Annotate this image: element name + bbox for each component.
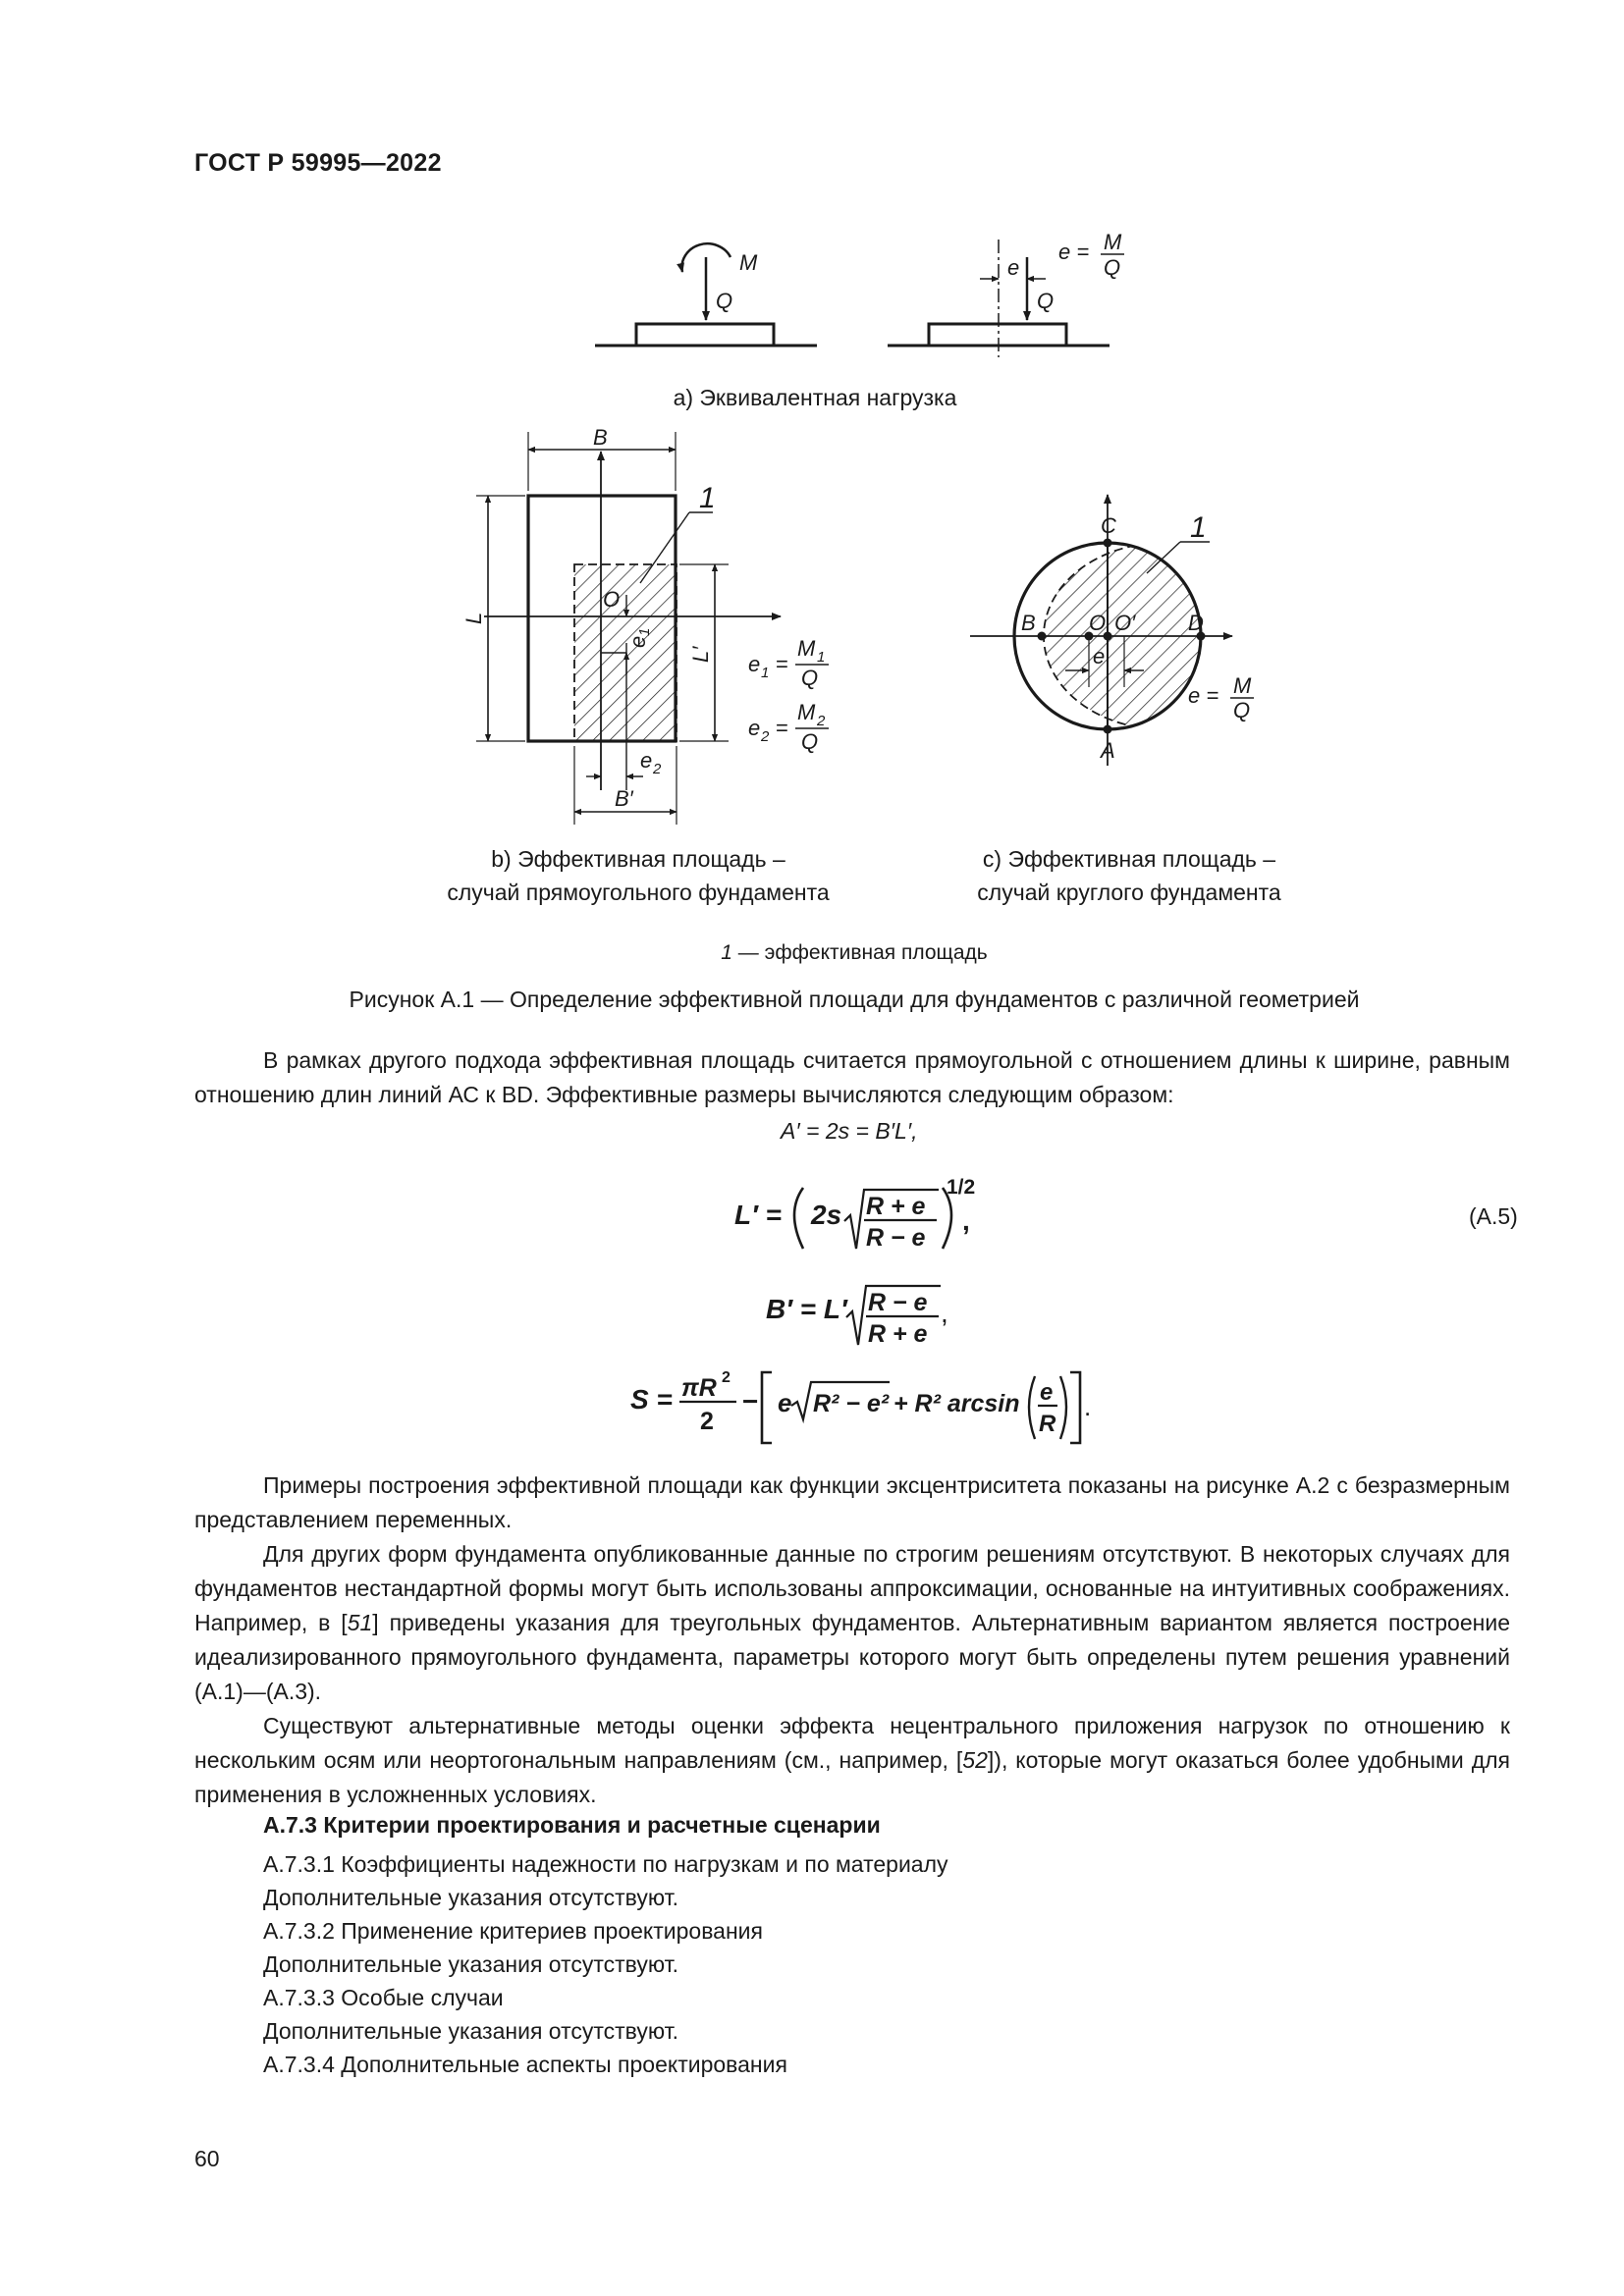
label-Q2: Q xyxy=(801,729,819,754)
label-O-circ: O xyxy=(1089,611,1107,635)
section-line-7: А.7.3.4 Дополнительные аспекты проектирования xyxy=(263,2052,787,2077)
formula-comma2: , xyxy=(941,1298,948,1328)
paragraph-1 xyxy=(194,1043,1510,1112)
label-M: M xyxy=(739,250,758,275)
label-e2-eq-sub: 2 xyxy=(761,728,770,745)
label-C: C xyxy=(1101,513,1116,538)
formula-e: e xyxy=(778,1388,792,1417)
caption-c-line1: c) Эффективная площадь – xyxy=(982,846,1276,872)
label-O-rect: O xyxy=(603,587,621,612)
formula-den: R − e xyxy=(866,1224,926,1252)
formula-radicand: R² − e² xyxy=(813,1390,890,1417)
label-1-rect: 1 xyxy=(699,482,716,514)
section-line-6: Дополнительные указания отсутствуют. xyxy=(263,2018,678,2044)
formula-L-lhs: L′ = xyxy=(734,1200,782,1230)
label-e2-eq: e xyxy=(748,716,761,740)
label-e-circ: e xyxy=(1093,644,1106,668)
label-e2-sub: 2 xyxy=(653,761,662,777)
legend-text: — эффективная площадь xyxy=(731,941,988,964)
label-Q-right: Q xyxy=(1037,289,1055,313)
diagram-a-right xyxy=(888,230,1124,357)
label-A: A xyxy=(1101,738,1115,763)
caption-c-line2: случай круглого фундамента xyxy=(977,880,1281,905)
label-M2: M xyxy=(797,700,816,724)
label-e-circ-eq: e = xyxy=(1188,683,1219,708)
label-e1-eq-sub: 1 xyxy=(761,665,770,681)
formula-plus: + R² arcsin xyxy=(893,1390,1020,1417)
label-e1: e xyxy=(625,635,650,648)
diagram-c xyxy=(970,495,1283,766)
formula-power: 1/2 xyxy=(947,1176,976,1199)
formula-B-lhs: B′ = L′ xyxy=(766,1294,847,1324)
label-Q1: Q xyxy=(801,666,819,690)
reference-51: 51 xyxy=(347,1610,373,1635)
figure-legend xyxy=(687,936,1021,970)
label-D: D xyxy=(1188,611,1204,635)
section-line-1: А.7.3.1 Коэффициенты надежности по нагрузкам и по материалу xyxy=(263,1851,948,1877)
formula-num: R + e xyxy=(866,1193,926,1220)
reference-52: 52 xyxy=(962,1747,988,1773)
caption-c xyxy=(913,842,1345,909)
formula-piR-sq: 2 xyxy=(722,1369,731,1386)
label-e1-sub: 1 xyxy=(636,627,653,636)
formula-area: A′ = 2s = B′L′, xyxy=(781,1118,918,1144)
section-line-5: А.7.3.3 Особые случаи xyxy=(263,1985,504,2010)
label-e1-equals: = xyxy=(776,652,788,676)
label-M1-sub: 1 xyxy=(817,649,826,666)
label-B-prime: B′ xyxy=(615,786,633,811)
label-M-circ: M xyxy=(1233,673,1252,698)
formula-dot: . xyxy=(1084,1392,1092,1421)
label-1-circ: 1 xyxy=(1190,511,1207,544)
paragraph-4-part1: Существуют альтернативные методы оценки эффекта нецентрального приложения нагрузок по отношению к нескольким осям или неортогональным направлениям (см., например, [ xyxy=(194,1713,1510,1773)
section-line-2: Дополнительные указания отсутствуют. xyxy=(263,1885,678,1910)
paragraph-2: Примеры построения эффективной площади как функции эксцентриситета показаны на рисунке А.2 с безразмерным представлением переменных. xyxy=(194,1472,1510,1532)
caption-a: a) Эквивалентная нагрузка xyxy=(673,385,957,410)
formula-2s: 2s xyxy=(811,1200,842,1230)
label-e: e xyxy=(1007,255,1020,280)
page-number: 60 xyxy=(194,2146,220,2171)
label-M2-sub: 2 xyxy=(817,713,826,729)
diagram-b xyxy=(461,425,829,825)
paragraph-4 xyxy=(194,1709,1510,1812)
label-Q-frac: Q xyxy=(1104,255,1121,280)
label-B: B xyxy=(593,425,608,450)
label-O-prime: O′ xyxy=(1114,611,1136,635)
label-e2: e xyxy=(640,748,653,773)
paragraph-3 xyxy=(194,1537,1510,1709)
section-heading: А.7.3 Критерии проектирования и расчетные сценарии xyxy=(263,1812,881,1838)
label-M-frac: M xyxy=(1104,230,1122,254)
caption-b xyxy=(412,842,864,909)
label-Q-circ: Q xyxy=(1233,698,1251,722)
label-L-prime: L′ xyxy=(688,646,713,663)
formula-comma: , xyxy=(962,1205,970,1236)
label-e2-equals: = xyxy=(776,716,788,740)
diagram-a-left xyxy=(595,243,817,346)
figure-title: Рисунок А.1 — Определение эффективной площади для фундаментов с различной геометрией xyxy=(349,987,1360,1012)
label-B-circ: B xyxy=(1021,611,1036,635)
formula-frac-e: e xyxy=(1040,1379,1054,1406)
paragraphs-block xyxy=(194,1468,1510,1812)
paragraph-1-text: В рамках другого подхода эффективная площадь считается прямоугольной с отношением длины к ширине, равным отношению длин линий АС к BD. Эффективные размеры вычисляются следующим образом: xyxy=(194,1047,1510,1107)
section-line-3: А.7.3.2 Применение критериев проектирования xyxy=(263,1918,763,1944)
formula-S-lhs: S = xyxy=(630,1384,673,1415)
document-header: ГОСТ Р 59995—2022 xyxy=(194,149,442,177)
caption-b-line2: случай прямоугольного фундамента xyxy=(447,880,830,905)
formula-num2: R − e xyxy=(868,1289,928,1316)
figure-a1 xyxy=(0,0,1624,1012)
equation-number: (А.5) xyxy=(1469,1203,1518,1229)
section-line-4: Дополнительные указания отсутствуют. xyxy=(263,1951,678,1977)
label-e1-eq: e xyxy=(748,652,761,676)
label-Q: Q xyxy=(716,289,733,313)
label-e-eq: e = xyxy=(1058,240,1090,264)
label-L: L xyxy=(461,612,486,624)
paragraph-4-part2: ]), которые могут оказаться более удобными для применения в усложненных условиях. xyxy=(194,1747,1510,1807)
paragraph-3-part1: Для других форм фундамента опубликованные данные по строгим решениям отсутствуют. В некоторых случаях для фундаментов нестандартной формы могут быть использованы аппроксимации, основанные на интуитивных соображениях. Например, в [ xyxy=(194,1541,1510,1635)
label-M1: M xyxy=(797,636,816,661)
legend-number: 1 xyxy=(721,941,732,964)
formula-minus: − xyxy=(742,1386,759,1416)
caption-b-line1: b) Эффективная площадь – xyxy=(491,846,785,872)
formula-frac-R: R xyxy=(1039,1411,1056,1437)
formula-den2: R + e xyxy=(868,1320,928,1348)
formula-two: 2 xyxy=(700,1408,714,1435)
formula-piR: πR xyxy=(681,1374,717,1402)
paragraph-3-part2: ] приведены указания для треугольных фундаментов. Альтернативным вариантом является построение идеализированного прямоугольного фундамента, параметры которого могут быть определены путем решения уравнений (А.1)—(А.3). xyxy=(194,1610,1510,1704)
